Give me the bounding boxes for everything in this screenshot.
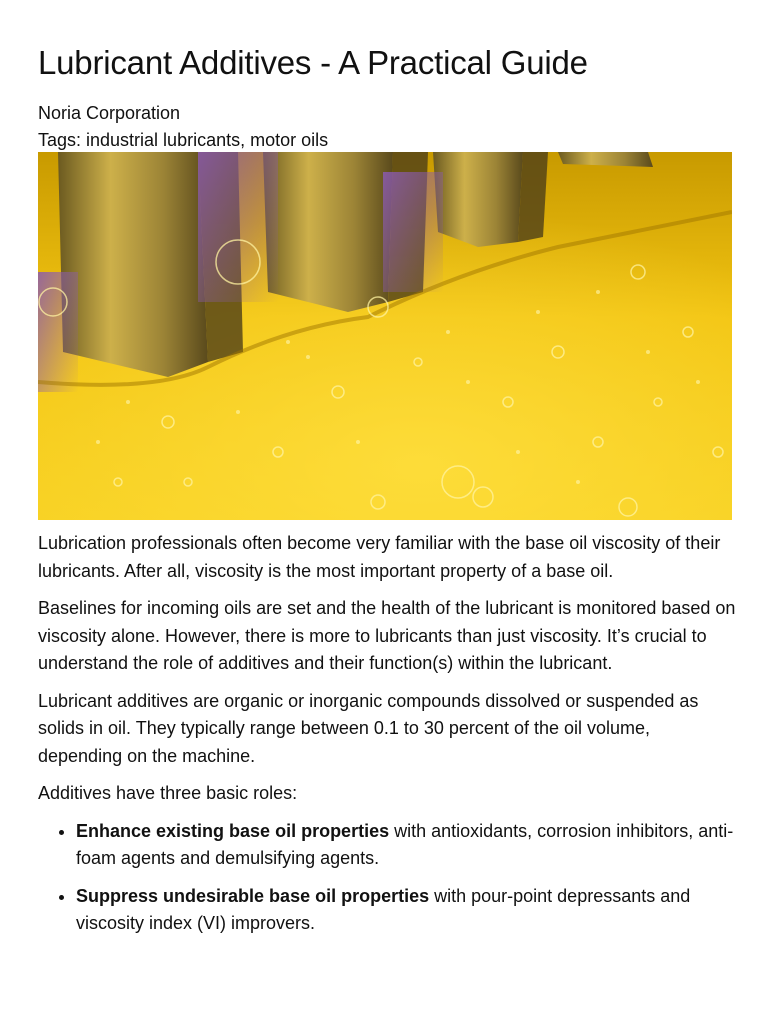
article-meta: [38, 100, 328, 154]
role-heading: Suppress undesirable base oil properties: [76, 885, 430, 906]
paragraph: Lubricant additives are organic or inorganic compounds dissolved or suspended as solids in oil. They typically range between 0.1 to 30 percent of the oil volume, depending on the machine.: [38, 690, 699, 766]
role-text: with pour-point depressants and viscosity index (VI) improvers.: [76, 885, 691, 933]
paragraph: Baselines for incoming oils are set and the health of the lubricant is monitored based on viscosity alone. However, there is more to lubricants than just viscosity. It’s crucial to understand the role of additives and their function(s) within the lubricant.: [38, 598, 736, 673]
article-tags: Tags: industrial lubricants, motor oils: [38, 130, 329, 150]
author-name: Noria Corporation: [38, 103, 181, 123]
role-text: with antioxidants, corrosion inhibitors, anti-foam agents and demulsifying agents.: [76, 820, 734, 868]
roles-list: [38, 818, 738, 938]
list-item: [76, 818, 738, 873]
list-item: [76, 883, 738, 938]
hero-image: [38, 152, 732, 520]
article-body: [38, 530, 738, 948]
article-title: Lubricant Additives - A Practical Guide: [38, 44, 588, 81]
oil-gears-photo-icon: [38, 152, 732, 520]
paragraph: Lubrication professionals often become very familiar with the base oil viscosity of their lubricants. After all, viscosity is the most important property of a base oil.: [38, 533, 721, 581]
role-heading: Enhance existing base oil properties: [76, 820, 390, 841]
paragraph: Additives have three basic roles:: [38, 783, 298, 803]
